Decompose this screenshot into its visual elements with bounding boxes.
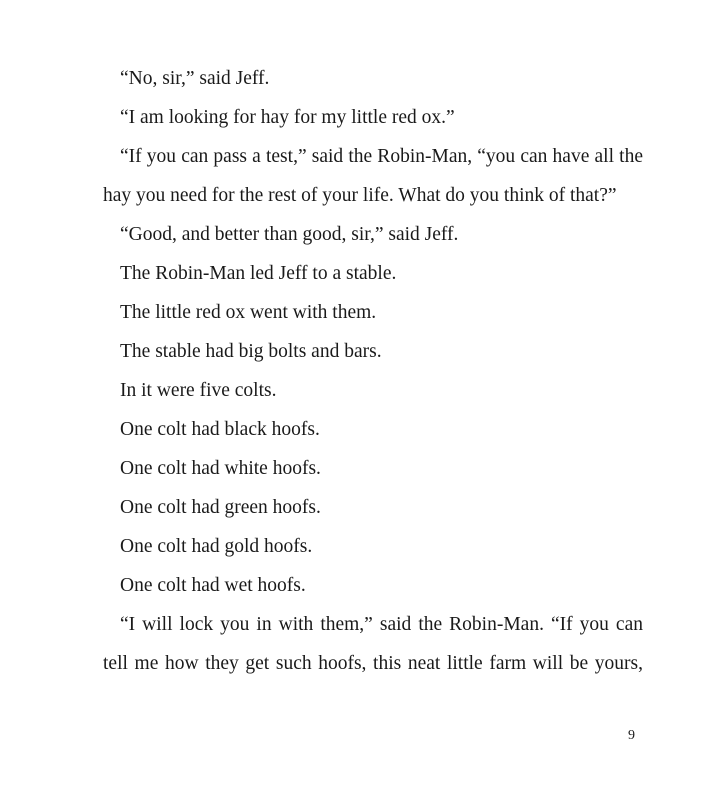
paragraph: The Robin-Man led Jeff to a stable. — [120, 263, 397, 284]
paragraph: One colt had white hoofs. — [120, 458, 321, 479]
paragraph: In it were five colts. — [120, 380, 277, 401]
paragraph: The stable had big bolts and bars. — [120, 341, 382, 362]
paragraph: One colt had wet hoofs. — [120, 575, 306, 596]
paragraph: “I am looking for hay for my little red ox.” — [120, 107, 455, 128]
paragraph: “No, sir,” said Jeff. — [120, 68, 270, 89]
paragraph: The little red ox went with them. — [120, 302, 377, 323]
page-number: 9 — [628, 728, 635, 743]
paragraph: One colt had black hoofs. — [120, 419, 320, 440]
story-text — [103, 59, 643, 683]
paragraph: “If you can pass a test,” said the Robin-Man, “you can have all the hay you need for the rest of your life. What do you think of that?” — [103, 146, 643, 206]
paragraph: One colt had gold hoofs. — [120, 536, 313, 557]
paragraph: “I will lock you in with them,” said the Robin-Man. “If you can tell me how they get such hoofs, this neat little farm will be yours, — [103, 614, 643, 674]
paragraph: “Good, and better than good, sir,” said Jeff. — [120, 224, 459, 245]
paragraph: One colt had green hoofs. — [120, 497, 321, 518]
